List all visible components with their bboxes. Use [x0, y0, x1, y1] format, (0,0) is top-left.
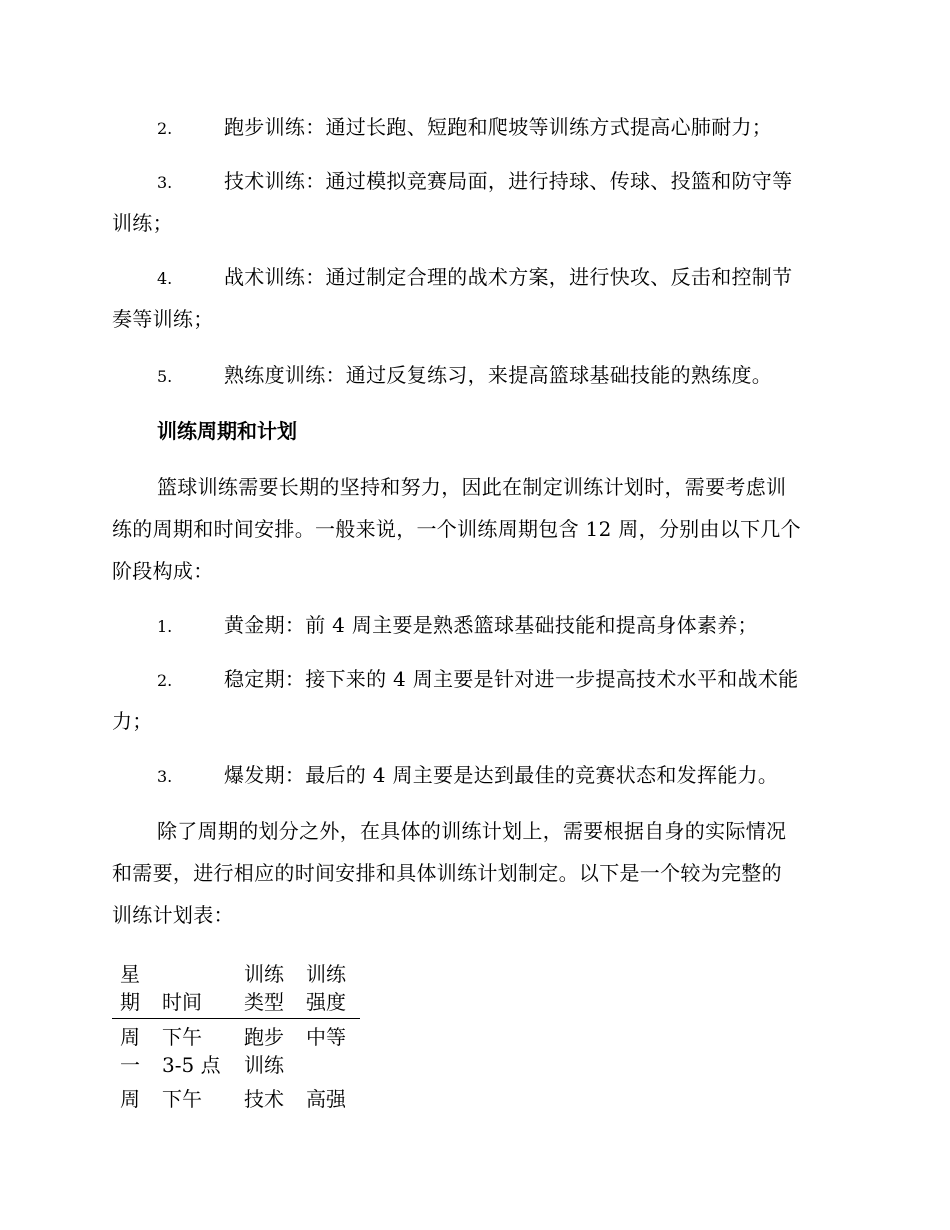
paragraph-line: 除了周期的划分之外，在具体的训练计划上，需要根据自身的实际情况 [157, 819, 787, 843]
table-header-row [112, 960, 360, 1019]
list-item-text-continued: 力； [112, 709, 153, 733]
training-plan-table [112, 960, 360, 1119]
table-cell: 高强 [306, 1087, 346, 1111]
list-number: 2. [157, 119, 173, 138]
list-number: 2. [157, 671, 173, 690]
list-item-text: 技术训练：通过模拟竞赛局面，进行持球、传球、投篮和防守等 [224, 169, 793, 193]
list-item-text: 跑步训练：通过长跑、短跑和爬坡等训练方式提高心肺耐力； [224, 115, 773, 139]
list-number: 1. [157, 617, 173, 636]
table-cell: 中等 [306, 1025, 346, 1049]
list-item-text: 熟练度训练：通过反复练习，来提高篮球基础技能的熟练度。 [224, 363, 773, 387]
list-item-text: 稳定期：接下来的 4 周主要是针对进一步提高技术水平和战术能 [224, 667, 799, 691]
header-type: 训练 类型 [236, 960, 298, 1019]
list-item-text: 战术训练：通过制定合理的战术方案，进行快攻、反击和控制节 [224, 265, 793, 289]
list-item-text-continued: 奏等训练； [112, 307, 214, 331]
list-item-text: 黄金期：前 4 周主要是熟悉篮球基础技能和提高身体素养； [224, 613, 758, 637]
table-row [112, 1019, 360, 1086]
paragraph-line: 阶段构成： [112, 559, 214, 583]
list-item-text-continued: 训练； [112, 211, 173, 235]
table-cell: 周 [120, 1087, 140, 1111]
paragraph-line: 练的周期和时间安排。一般来说，一个训练周期包含 12 周，分别由以下几个 [112, 517, 801, 541]
list-number: 3. [157, 173, 173, 192]
list-number: 3. [157, 767, 173, 786]
paragraph-line: 篮球训练需要长期的坚持和努力，因此在制定训练计划时，需要考虑训 [157, 475, 787, 499]
table-cell: 下午 3-5 点 [162, 1025, 221, 1077]
paragraph-line: 训练计划表： [112, 903, 234, 927]
list-item-text: 爆发期：最后的 4 周主要是达到最佳的竞赛状态和发挥能力。 [224, 763, 779, 787]
header-day: 星 期 [112, 960, 154, 1019]
header-time: 时间 [154, 960, 236, 1019]
list-number: 4. [157, 269, 173, 288]
table-cell: 技术 [244, 1087, 284, 1111]
header-intensity: 训练 强度 [298, 960, 360, 1019]
list-number: 5. [157, 367, 173, 386]
table-cell: 下午 [162, 1087, 202, 1111]
section-heading: 训练周期和计划 [157, 419, 297, 443]
paragraph-line: 和需要，进行相应的时间安排和具体训练计划制定。以下是一个较为完整的 [112, 861, 782, 885]
table-cell: 跑步 训练 [244, 1025, 284, 1077]
table-cell: 周 一 [120, 1025, 140, 1077]
table-row [112, 1085, 360, 1119]
